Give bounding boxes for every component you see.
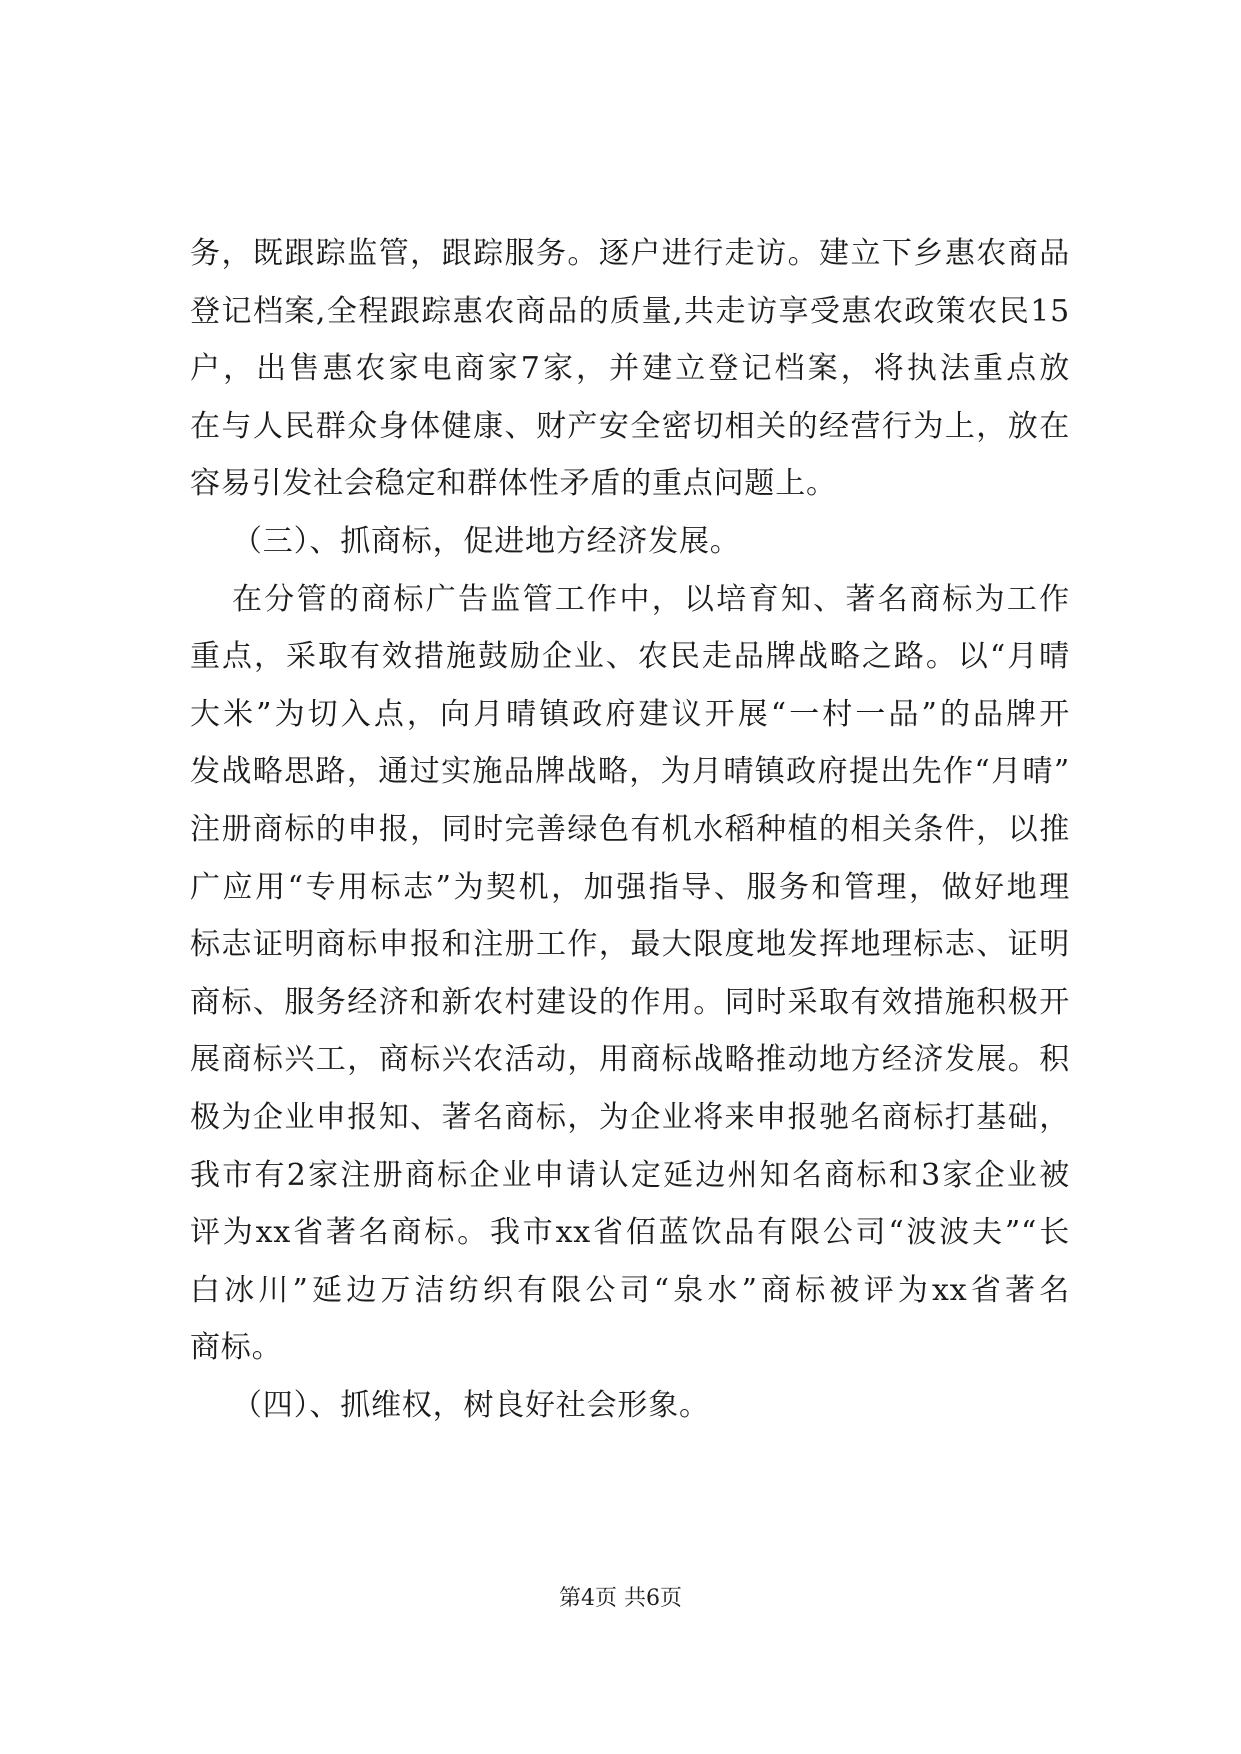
section-heading-three: （三）、抓商标，促进地方经济发展。	[232, 523, 741, 559]
body-line: 务，既跟踪监管，跟踪服务。逐户进行走访。建立下乡惠农商品	[190, 236, 1070, 271]
body-line: 白冰川”延边万洁纺织有限公司“泉水”商标被评为xx省著名	[190, 1272, 1070, 1308]
body-line: 在分管的商标广告监管工作中，以培育知、著名商标为工作	[232, 581, 1070, 617]
body-line: 我市有2家注册商标企业申请认定延边州知名商标和3家企业被	[190, 1157, 1070, 1193]
body-line: 商标。	[190, 1330, 283, 1366]
body-line: 广应用“专用标志”为契机，加强指导、服务和管理，做好地理	[190, 869, 1070, 905]
body-line: 极为企业申报知、著名商标，为企业将来申报驰名商标打基础，	[190, 1099, 1070, 1135]
body-line: 展商标兴工，商标兴农活动，用商标战略推动地方经济发展。积	[190, 1042, 1070, 1078]
body-line: 大米”为切入点，向月晴镇政府建议开展“一村一品”的品牌开	[190, 696, 1070, 732]
section-heading-four: （四）、抓维权，树良好社会形象。	[232, 1387, 710, 1423]
body-line: 商标、服务经济和新农村建设的作用。同时采取有效措施积极开	[190, 984, 1070, 1020]
body-line: 登记档案,全程跟踪惠农商品的质量,共走访享受惠农政策农民15	[190, 293, 1070, 329]
body-line: 注册商标的申报，同时完善绿色有机水稻种植的相关条件，以推	[190, 811, 1070, 847]
document-body	[190, 225, 1070, 1434]
body-line: 户，出售惠农家电商家7家，并建立登记档案，将执法重点放	[190, 351, 1070, 387]
page-number-footer: 第4页 共6页	[559, 1586, 682, 1611]
body-line: 在与人民群众身体健康、财产安全密切相关的经营行为上，放在	[190, 408, 1070, 444]
body-line: 发战略思路，通过实施品牌战略，为月晴镇政府提出先作“月晴”	[190, 754, 1070, 790]
body-line: 标志证明商标申报和注册工作，最大限度地发挥地理标志、证明	[190, 927, 1070, 963]
body-line: 容易引发社会稳定和群体性矛盾的重点问题上。	[190, 466, 837, 502]
body-line: 重点，采取有效措施鼓励企业、农民走品牌战略之路。以“月晴	[190, 639, 1070, 675]
body-line: 评为xx省著名商标。我市xx省佰蓝饮品有限公司“波波夫”“长	[190, 1215, 1070, 1251]
